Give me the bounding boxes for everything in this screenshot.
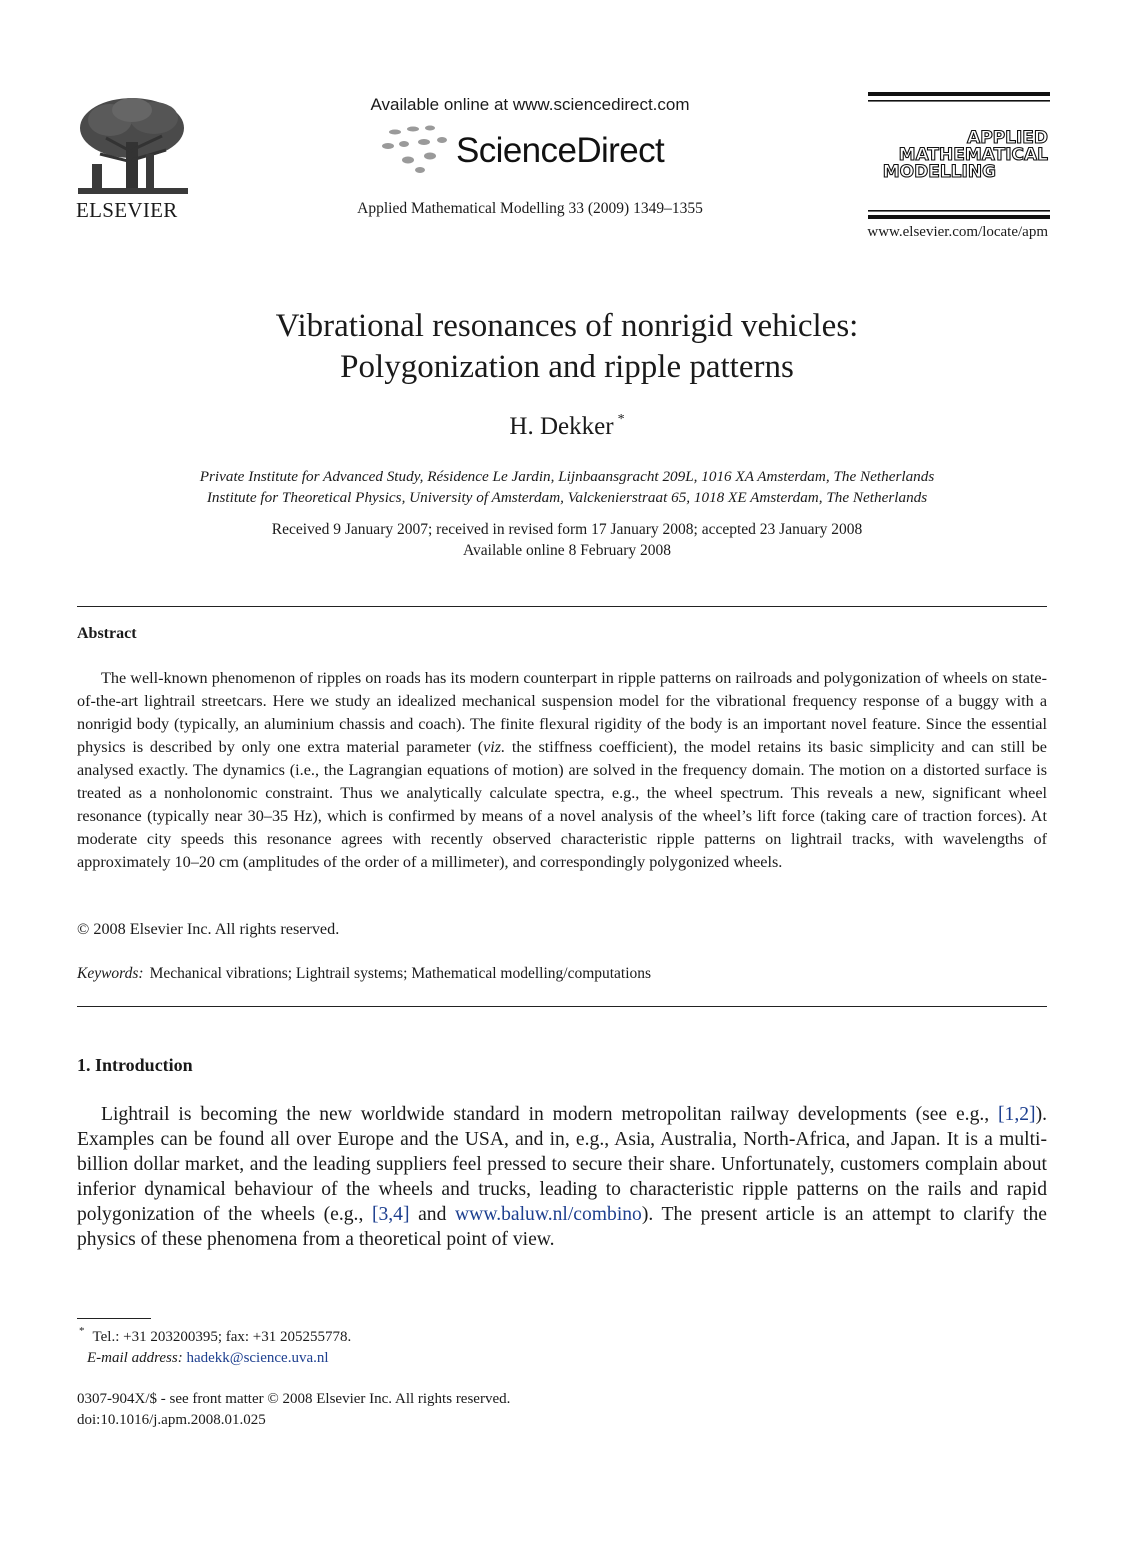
introduction-text <box>77 1102 1047 1252</box>
sciencedirect-wordmark: ScienceDirect <box>456 131 665 170</box>
abstract-text-part-2: the stiffness coefficient), the model retains its basic simplicity and can still be analysed exactly. The dynamics (i.e., the Lagrangian equations of motion) are solved in the frequency domain. The motion on a distorted surface is treated as a nonholonomic constraint. Thus we analytically calculate spectra, e.g., the wheel spectrum. This reveals a new, significant wheel resonance (typically near 30–35 Hz), which is confirmed by means of a novel analysis of the wheel’s lift force (taking care of traction forces). At moderate city speeds this resonance agrees with recently observed characteristic ripple patterns on lightrail tracks, with wavelengths of approximately 10–20 cm (amplitudes of the order of a millimeter), and correspondingly polygonized wheels. <box>77 738 1047 871</box>
baluw-url-link[interactable]: www.baluw.nl/combino <box>455 1204 642 1225</box>
affiliation-2: Institute for Theoretical Physics, University of Amsterdam, Valckenierstraat 65, 1018 XE Amsterdam, The Netherlands <box>206 489 928 506</box>
title-line-1: Vibrational resonances of nonrigid vehicles: <box>275 308 859 344</box>
author-footnote-mark[interactable]: * <box>617 411 625 427</box>
affiliations <box>0 466 1134 508</box>
keywords <box>77 965 651 983</box>
paper-title <box>0 306 1134 388</box>
author-email-link[interactable]: hadekk@science.uva.nl <box>186 1350 329 1366</box>
journal-logo-line3: MODELLING <box>882 162 996 182</box>
issn-line: 0307-904X/$ - see front matter © 2008 Elsevier Inc. All rights reserved. <box>77 1391 511 1407</box>
affiliation-1: Private Institute for Advanced Study, Résidence Le Jardin, Lijnbaansgracht 209L, 1016 XA Amsterdam, The Netherlands <box>199 468 935 485</box>
journal-logo-line2: MATHEMATICAL <box>898 145 1048 165</box>
intro-text-part-1: Lightrail is becoming the new worldwide standard in modern metropolitan railway developments (see e.g., <box>101 1104 999 1125</box>
abstract-viz: viz. <box>483 738 506 756</box>
article-history <box>0 519 1134 561</box>
journal-logo-line1: APPLIED <box>967 128 1048 148</box>
journal-citation: Applied Mathematical Modelling 33 (2009) 1349–1355 <box>357 200 703 217</box>
intro-text-part-2: ). Examples can be found all over Europe and the USA, and in, e.g., Asia, Australia, North-Africa, and Japan. It is a multi-billion dollar market, and the leading suppliers feel pressed to secure their share. Unfortunately, customers complain about inferior dynamical behaviour of the wheels and trucks, leading to characteristic ripple patterns on the rails and rapid polygonization of the wheels (e.g., <box>77 1104 1047 1225</box>
title-line-2: Polygonization and ripple patterns <box>340 349 794 385</box>
footnote-mark: * <box>79 1325 85 1337</box>
divider <box>77 1006 1047 1007</box>
citation-link-3-4[interactable]: [3,4] <box>371 1204 410 1225</box>
footnote-tel: Tel.: +31 203200395; fax: +31 205255778. <box>92 1329 352 1345</box>
available-date: Available online 8 February 2008 <box>462 542 672 559</box>
author <box>0 413 1134 441</box>
author-name[interactable]: H. Dekker <box>509 413 614 440</box>
doi-line[interactable]: doi:10.1016/j.apm.2008.01.025 <box>77 1412 266 1428</box>
journal-logo <box>868 92 1050 220</box>
abstract-heading: Abstract <box>77 625 137 642</box>
journal-url[interactable]: www.elsevier.com/locate/apm <box>867 224 1048 240</box>
abstract-copyright: © 2008 Elsevier Inc. All rights reserved. <box>77 920 340 938</box>
abstract-text <box>77 667 1047 874</box>
publisher-wordmark: ELSEVIER <box>76 198 178 222</box>
intro-text-part-4: ). The present article is an attempt to clarify the physics of these phenomena from a theoretical point of view. <box>77 1204 1047 1250</box>
intro-text-part-3: and <box>409 1204 456 1225</box>
abstract-text-part-1: The well-known phenomenon of ripples on roads has its modern counterpart in ripple patterns on railroads and polygonization of wheels on state-of-the-art lightrail streetcars. Here we study an idealized mechanical suspension model for the vibrational frequency response of a buggy with a nonrigid body (typically, an aluminium chassis and coach). The finite flexural rigidity of the body is an important novel feature. Since the essential physics is described by only one extra material parameter ( <box>77 669 1047 756</box>
section-heading: 1. Introduction <box>77 1055 193 1075</box>
keywords-list: Mechanical vibrations; Lightrail systems; Mathematical modelling/computations <box>149 965 652 982</box>
available-online-text: Available online at www.sciencedirect.com <box>370 95 690 114</box>
footnote-email-label: E-mail address: <box>87 1350 183 1366</box>
keywords-label: Keywords: <box>77 965 144 982</box>
front-matter <box>77 1389 510 1431</box>
citation-link-1-2[interactable]: [1,2] <box>998 1104 1036 1125</box>
author-footnote <box>79 1322 352 1369</box>
footnote-divider <box>77 1318 151 1319</box>
received-dates: Received 9 January 2007; received in revised form 17 January 2008; accepted 23 January 2008 <box>271 521 863 538</box>
divider <box>77 606 1047 607</box>
